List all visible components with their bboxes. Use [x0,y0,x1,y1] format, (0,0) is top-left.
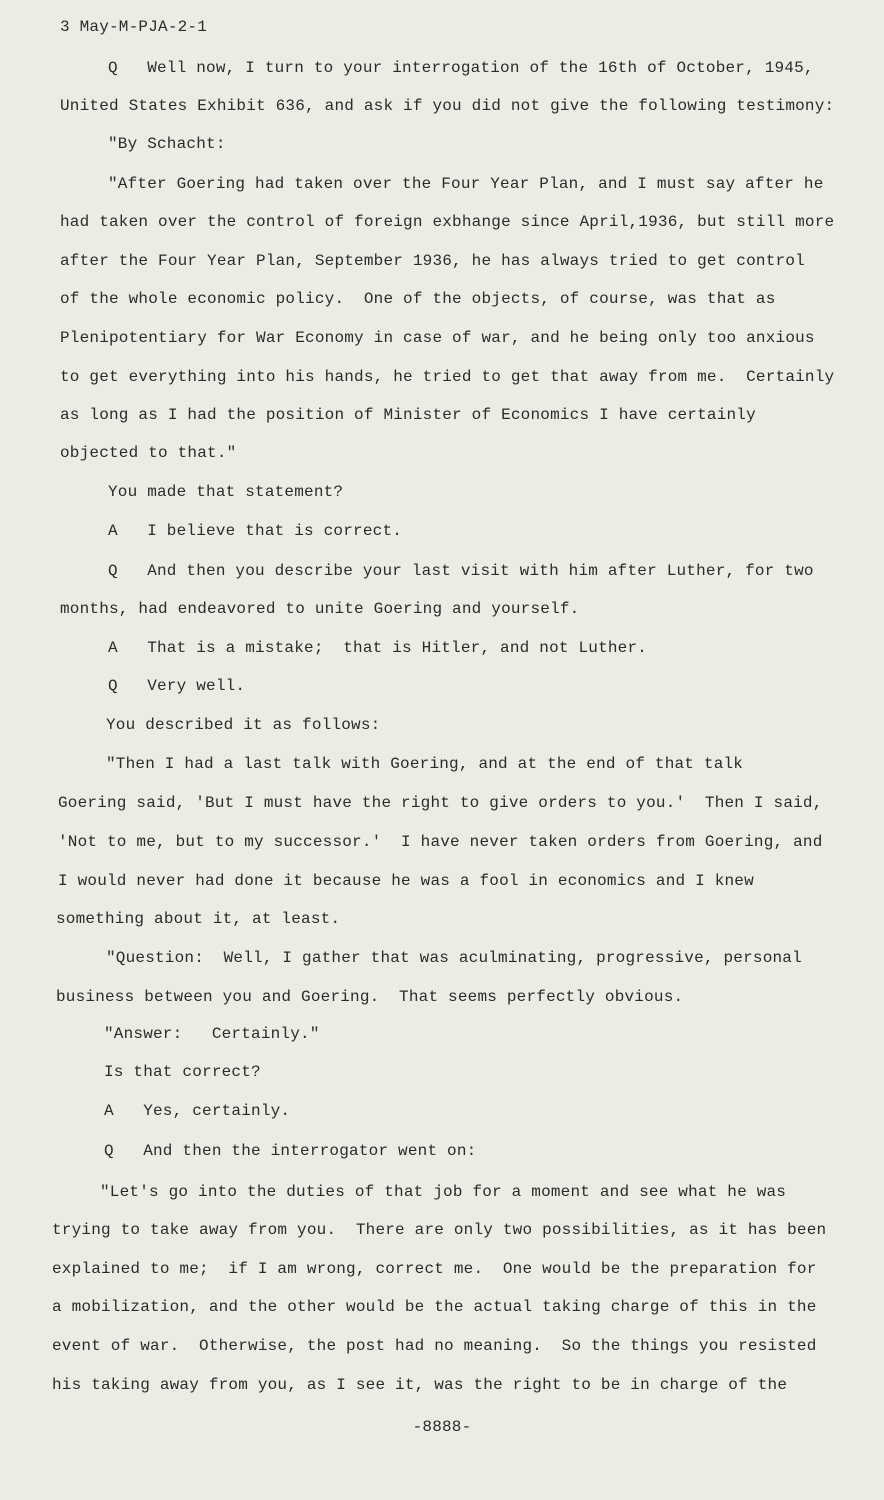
text-line: of the whole economic policy. One of the objects, of course, was that as [60,290,776,308]
text-line: a mobilization, and the other would be the actual taking charge of this in the [52,1298,817,1316]
text-line: A I believe that is correct. [108,522,403,540]
page-header: 3 May-M-PJA-2-1 [60,18,208,36]
text-line: "After Goering had taken over the Four Year Plan, and I must say after he [108,175,824,193]
text-line: Is that correct? [104,1063,261,1081]
text-line: A Yes, certainly. [104,1102,291,1120]
text-line: had taken over the control of foreign exbhange since April,1936, but still more [60,213,835,231]
text-line: A That is a mistake; that is Hitler, and not Luther. [108,639,648,657]
text-line: to get everything into his hands, he tried to get that away from me. Certainly [60,368,835,386]
text-line: "Then I had a last talk with Goering, and at the end of that talk [106,755,744,773]
text-line: explained to me; if I am wrong, correct me. One would be the preparation for [52,1260,817,1278]
text-line: as long as I had the position of Minister of Economics I have certainly [60,406,756,424]
text-line: I would never had done it because he was a fool in economics and I knew [58,872,754,890]
text-line: United States Exhibit 636, and ask if you did not give the following testimony: [60,97,835,115]
text-line: You made that statement? [108,483,344,501]
text-line: something about it, at least. [56,910,341,928]
text-line: Q And then you describe your last visit with him after Luther, for two [108,562,814,580]
text-line: business between you and Goering. That seems perfectly obvious. [56,988,684,1006]
page-number: -8888- [412,1418,472,1436]
text-line: 'Not to me, but to my successor.' I have never taken orders from Goering, and [58,833,823,851]
text-line: "Question: Well, I gather that was aculminating, progressive, personal [106,949,802,967]
text-line: Plenipotentiary for War Economy in case of war, and he being only too anxious [60,329,815,347]
text-line: "Let's go into the duties of that job for a moment and see what he was [100,1183,787,1201]
text-line: Q And then the interrogator went on: [104,1142,477,1160]
text-line: objected to that." [60,444,237,462]
text-line: event of war. Otherwise, the post had no meaning. So the things you resisted [52,1337,817,1355]
text-line: Goering said, 'But I must have the right to give orders to you.' Then I said, [58,794,823,812]
text-line: Q Well now, I turn to your interrogation of the 16th of October, 1945, [108,59,814,77]
text-line: months, had endeavored to unite Goering and yourself. [60,600,580,618]
text-line: trying to take away from you. There are only two possibilities, as it has been [52,1221,827,1239]
text-line: after the Four Year Plan, September 1936, he has always tried to get control [60,252,805,270]
text-line: "By Schacht: [108,135,226,153]
text-line: "Answer: Certainly." [104,1025,320,1043]
text-line: Q Very well. [108,677,246,695]
text-line: You described it as follows: [106,716,381,734]
text-line: his taking away from you, as I see it, was the right to be in charge of the [52,1376,788,1394]
